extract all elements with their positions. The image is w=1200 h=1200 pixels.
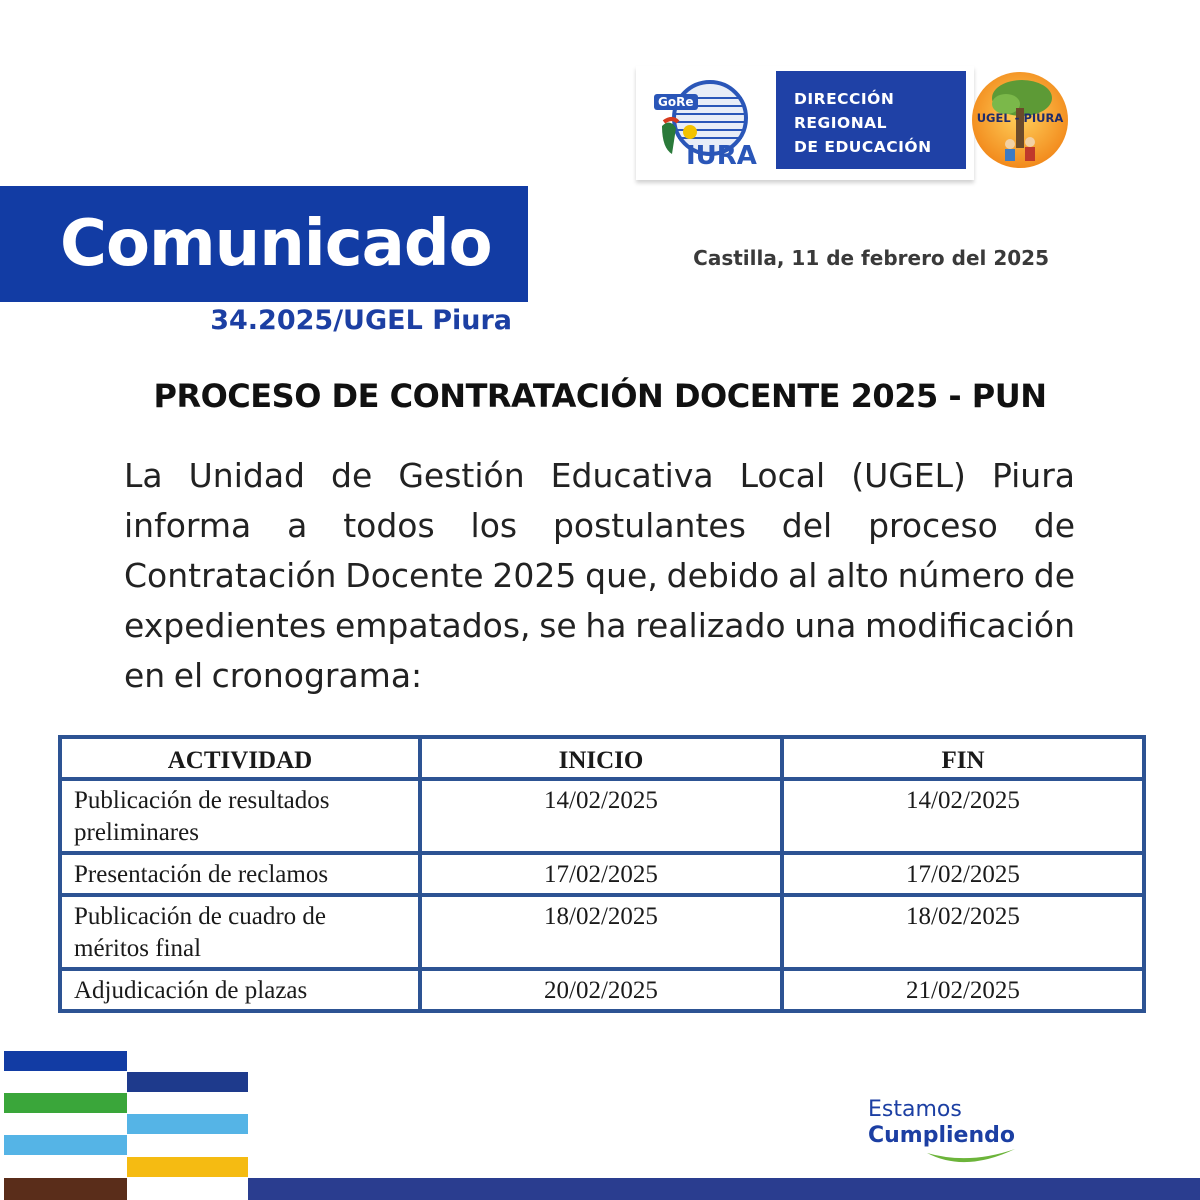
start-date-cell: 18/02/2025 xyxy=(422,897,780,967)
stripe-yellow xyxy=(127,1157,248,1177)
activity-cell: Adjudicación de plazas xyxy=(62,971,418,1009)
page-title: PROCESO DE CONTRATACIÓN DOCENTE 2025 - PUN xyxy=(153,377,1047,415)
end-date-cell: 14/02/2025 xyxy=(784,781,1142,851)
activity-cell: Presentación de reclamos xyxy=(62,855,418,893)
body-paragraph: La Unidad de Gestión Educativa Local (UGEL) Piura informa a todos los postulantes del proceso de Contratación Docente 2025 que, debido al alto número de expedientes empatados, se ha realizado una modificación en el cronograma: xyxy=(124,456,1075,695)
end-date-cell: 18/02/2025 xyxy=(784,897,1142,967)
header-start: INICIO xyxy=(422,739,780,777)
dre-line-2: REGIONAL xyxy=(794,114,888,132)
end-date-cell: 17/02/2025 xyxy=(784,855,1142,893)
communique-number: 34.2025/UGEL Piura xyxy=(210,305,512,336)
slogan-line-2: Cumpliendo xyxy=(868,1123,1016,1148)
activity-cell: Publicación de cuadro de méritos final xyxy=(62,897,418,967)
comunicado-banner xyxy=(0,186,528,302)
start-date-cell: 14/02/2025 xyxy=(422,781,780,851)
stripe-brown xyxy=(4,1178,127,1200)
stripe-light-blue-2 xyxy=(4,1135,127,1155)
dre-logo-box xyxy=(776,71,966,169)
piura-logo-text: IURA xyxy=(686,141,757,168)
table-row xyxy=(62,855,1142,893)
start-date-cell: 17/02/2025 xyxy=(422,855,780,893)
banner-title: Comunicado xyxy=(60,207,492,281)
header-logos xyxy=(636,66,974,180)
stripe-blue-1 xyxy=(4,1051,127,1071)
activity-cell: Publicación de resultados preliminares xyxy=(62,781,418,851)
header-end: FIN xyxy=(784,739,1142,777)
start-date-cell: 20/02/2025 xyxy=(422,971,780,1009)
table-row xyxy=(62,781,1142,851)
table-row xyxy=(62,897,1142,967)
slogan-line-1: Estamos xyxy=(868,1097,962,1122)
dre-line-1: DIRECCIÓN xyxy=(794,90,895,108)
slogan-swoosh-icon xyxy=(925,1147,1017,1169)
end-date-cell: 21/02/2025 xyxy=(784,971,1142,1009)
issue-date: Castilla, 11 de febrero del 2025 xyxy=(693,246,1049,270)
bottom-bar xyxy=(248,1178,1200,1200)
stripe-light-blue-1 xyxy=(127,1114,248,1134)
stripe-blue-2 xyxy=(127,1072,248,1092)
header-activity: ACTIVIDAD xyxy=(62,739,418,777)
stripe-green xyxy=(4,1093,127,1113)
schedule-table xyxy=(58,735,1146,1013)
ugel-logo-text: UGEL - PIURA xyxy=(976,111,1064,125)
table-row xyxy=(62,971,1142,1009)
gore-logo-text: GoRe xyxy=(658,95,694,109)
gore-piura-logo xyxy=(648,76,768,168)
dre-line-3: DE EDUCACIÓN xyxy=(794,138,932,156)
table-header-row xyxy=(62,739,1142,777)
ugel-piura-logo xyxy=(970,70,1070,170)
